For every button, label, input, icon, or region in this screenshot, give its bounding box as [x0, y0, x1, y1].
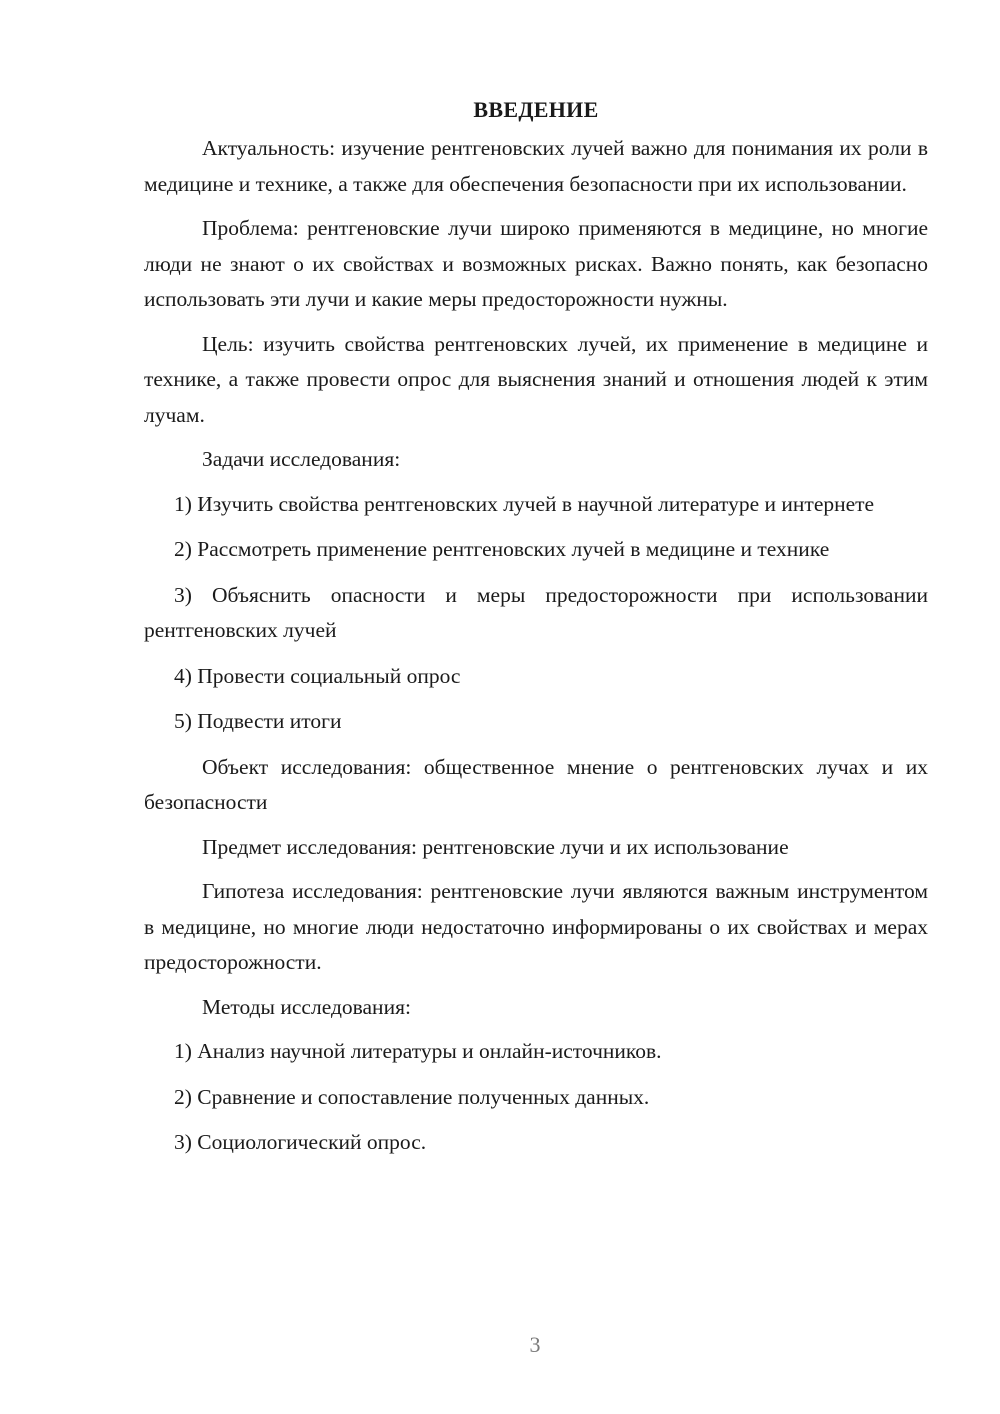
task-item: 1) Изучить свойства рентгеновских лучей в научной литературе и интернете: [174, 491, 875, 516]
object-paragraph: Объект исследования: общественное мнение о рентгеновских лучах и их безопасности: [144, 754, 928, 814]
goal-paragraph: Цель: изучить свойства рентгеновских лучей, их применение в медицине и технике, а также провести опрос для выяснения знаний и отношения людей к этим лучам.: [144, 331, 928, 427]
task-item: 2) Рассмотреть применение рентгеновских лучей в медицине и технике: [174, 537, 830, 561]
method-item: 1) Анализ научной литературы и онлайн-источников.: [174, 1039, 662, 1063]
methods-heading: Методы исследования:: [202, 994, 411, 1019]
task-item: 4) Провести социальный опрос: [174, 663, 461, 688]
tasks-heading: Задачи исследования:: [202, 447, 401, 471]
hypothesis-paragraph: Гипотеза исследования: рентгеновские лучи являются важным инструментом в медицине, но многие люди недостаточно информированы о их свойствах и мерах предосторожности.: [144, 879, 928, 974]
method-item: 2) Сравнение и сопоставление полученных данных.: [174, 1084, 650, 1109]
subject-paragraph: Предмет исследования: рентгеновские лучи и их использование: [202, 834, 789, 859]
method-item: 3) Социологический опрос.: [174, 1130, 427, 1154]
page-title: ВВЕДЕНИЕ: [473, 97, 599, 122]
problem-paragraph: Проблема: рентгеновские лучи широко применяются в медицине, но многие люди не знают о их свойствах и возможных рисках. Важно понять, как безопасно использовать эти лучи и какие меры предосторожности нужны.: [144, 216, 928, 311]
relevance-paragraph: Актуальность: изучение рентгеновских лучей важно для понимания их роли в медицине и технике, а также для обеспечения безопасности при их использовании.: [144, 136, 928, 196]
task-item: 5) Подвести итоги: [174, 709, 342, 733]
task-item: 3) Объяснить опасности и меры предосторожности при использовании рентгеновских лучей: [144, 582, 928, 642]
page-number: 3: [529, 1332, 541, 1357]
page-content: [144, 95, 928, 1171]
